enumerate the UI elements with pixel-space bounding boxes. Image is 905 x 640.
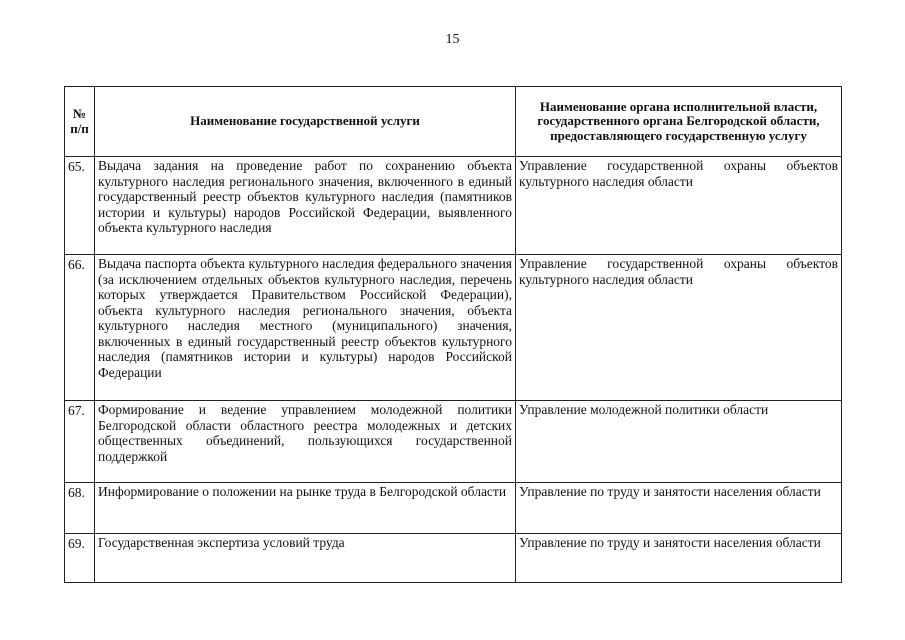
service-name: Информирование о положении на рынке труда в Белгородской области (95, 483, 516, 534)
header-service-name: Наименование государственной услуги (95, 87, 516, 157)
row-number: 65. (65, 157, 95, 255)
service-name: Выдача задания на проведение работ по сохранению объекта культурного наследия регионального значения, включенного в единый государственный реестр объектов культурного наследия (памятников истории и культуры) народов Российской Федерации, выявленного объекта культурного наследия (95, 157, 516, 255)
agency-name: Управление молодежной политики области (516, 401, 842, 483)
table-row (65, 534, 842, 583)
service-name: Выдача паспорта объекта культурного наследия федерального значения (за исключением отдельных объектов культурного наследия, перечень которых утверждается Правительством Российской Федерации), объекта культурного наследия регионального значения, объекта культурного наследия местного (муниципального) значения, включенных в единый государственный реестр объектов культурного наследия (памятников истории и культуры) народов Российской Федерации (95, 255, 516, 401)
row-number: 67. (65, 401, 95, 483)
service-name: Государственная экспертиза условий труда (95, 534, 516, 583)
row-number: 68. (65, 483, 95, 534)
agency-name: Управление государственной охраны объектов культурного наследия области (516, 157, 842, 255)
table-row (65, 401, 842, 483)
row-number: 69. (65, 534, 95, 583)
header-agency-name: Наименование органа исполнительной власти, государственного органа Белгородской области, предоставляющего государственную услугу (516, 87, 842, 157)
services-table (64, 86, 842, 583)
service-name: Формирование и ведение управлением молодежной политики Белгородской области областного реестра молодежных и детских общественных объединений, пользующихся государственной поддержкой (95, 401, 516, 483)
table-row (65, 483, 842, 534)
row-number: 66. (65, 255, 95, 401)
agency-name: Управление по труду и занятости населения области (516, 483, 842, 534)
agency-name: Управление по труду и занятости населения области (516, 534, 842, 583)
table-header-row (65, 87, 842, 157)
header-number: № п/п (65, 87, 95, 157)
table-row (65, 157, 842, 255)
agency-name: Управление государственной охраны объектов культурного наследия области (516, 255, 842, 401)
page-number: 15 (445, 32, 460, 47)
table-row (65, 255, 842, 401)
